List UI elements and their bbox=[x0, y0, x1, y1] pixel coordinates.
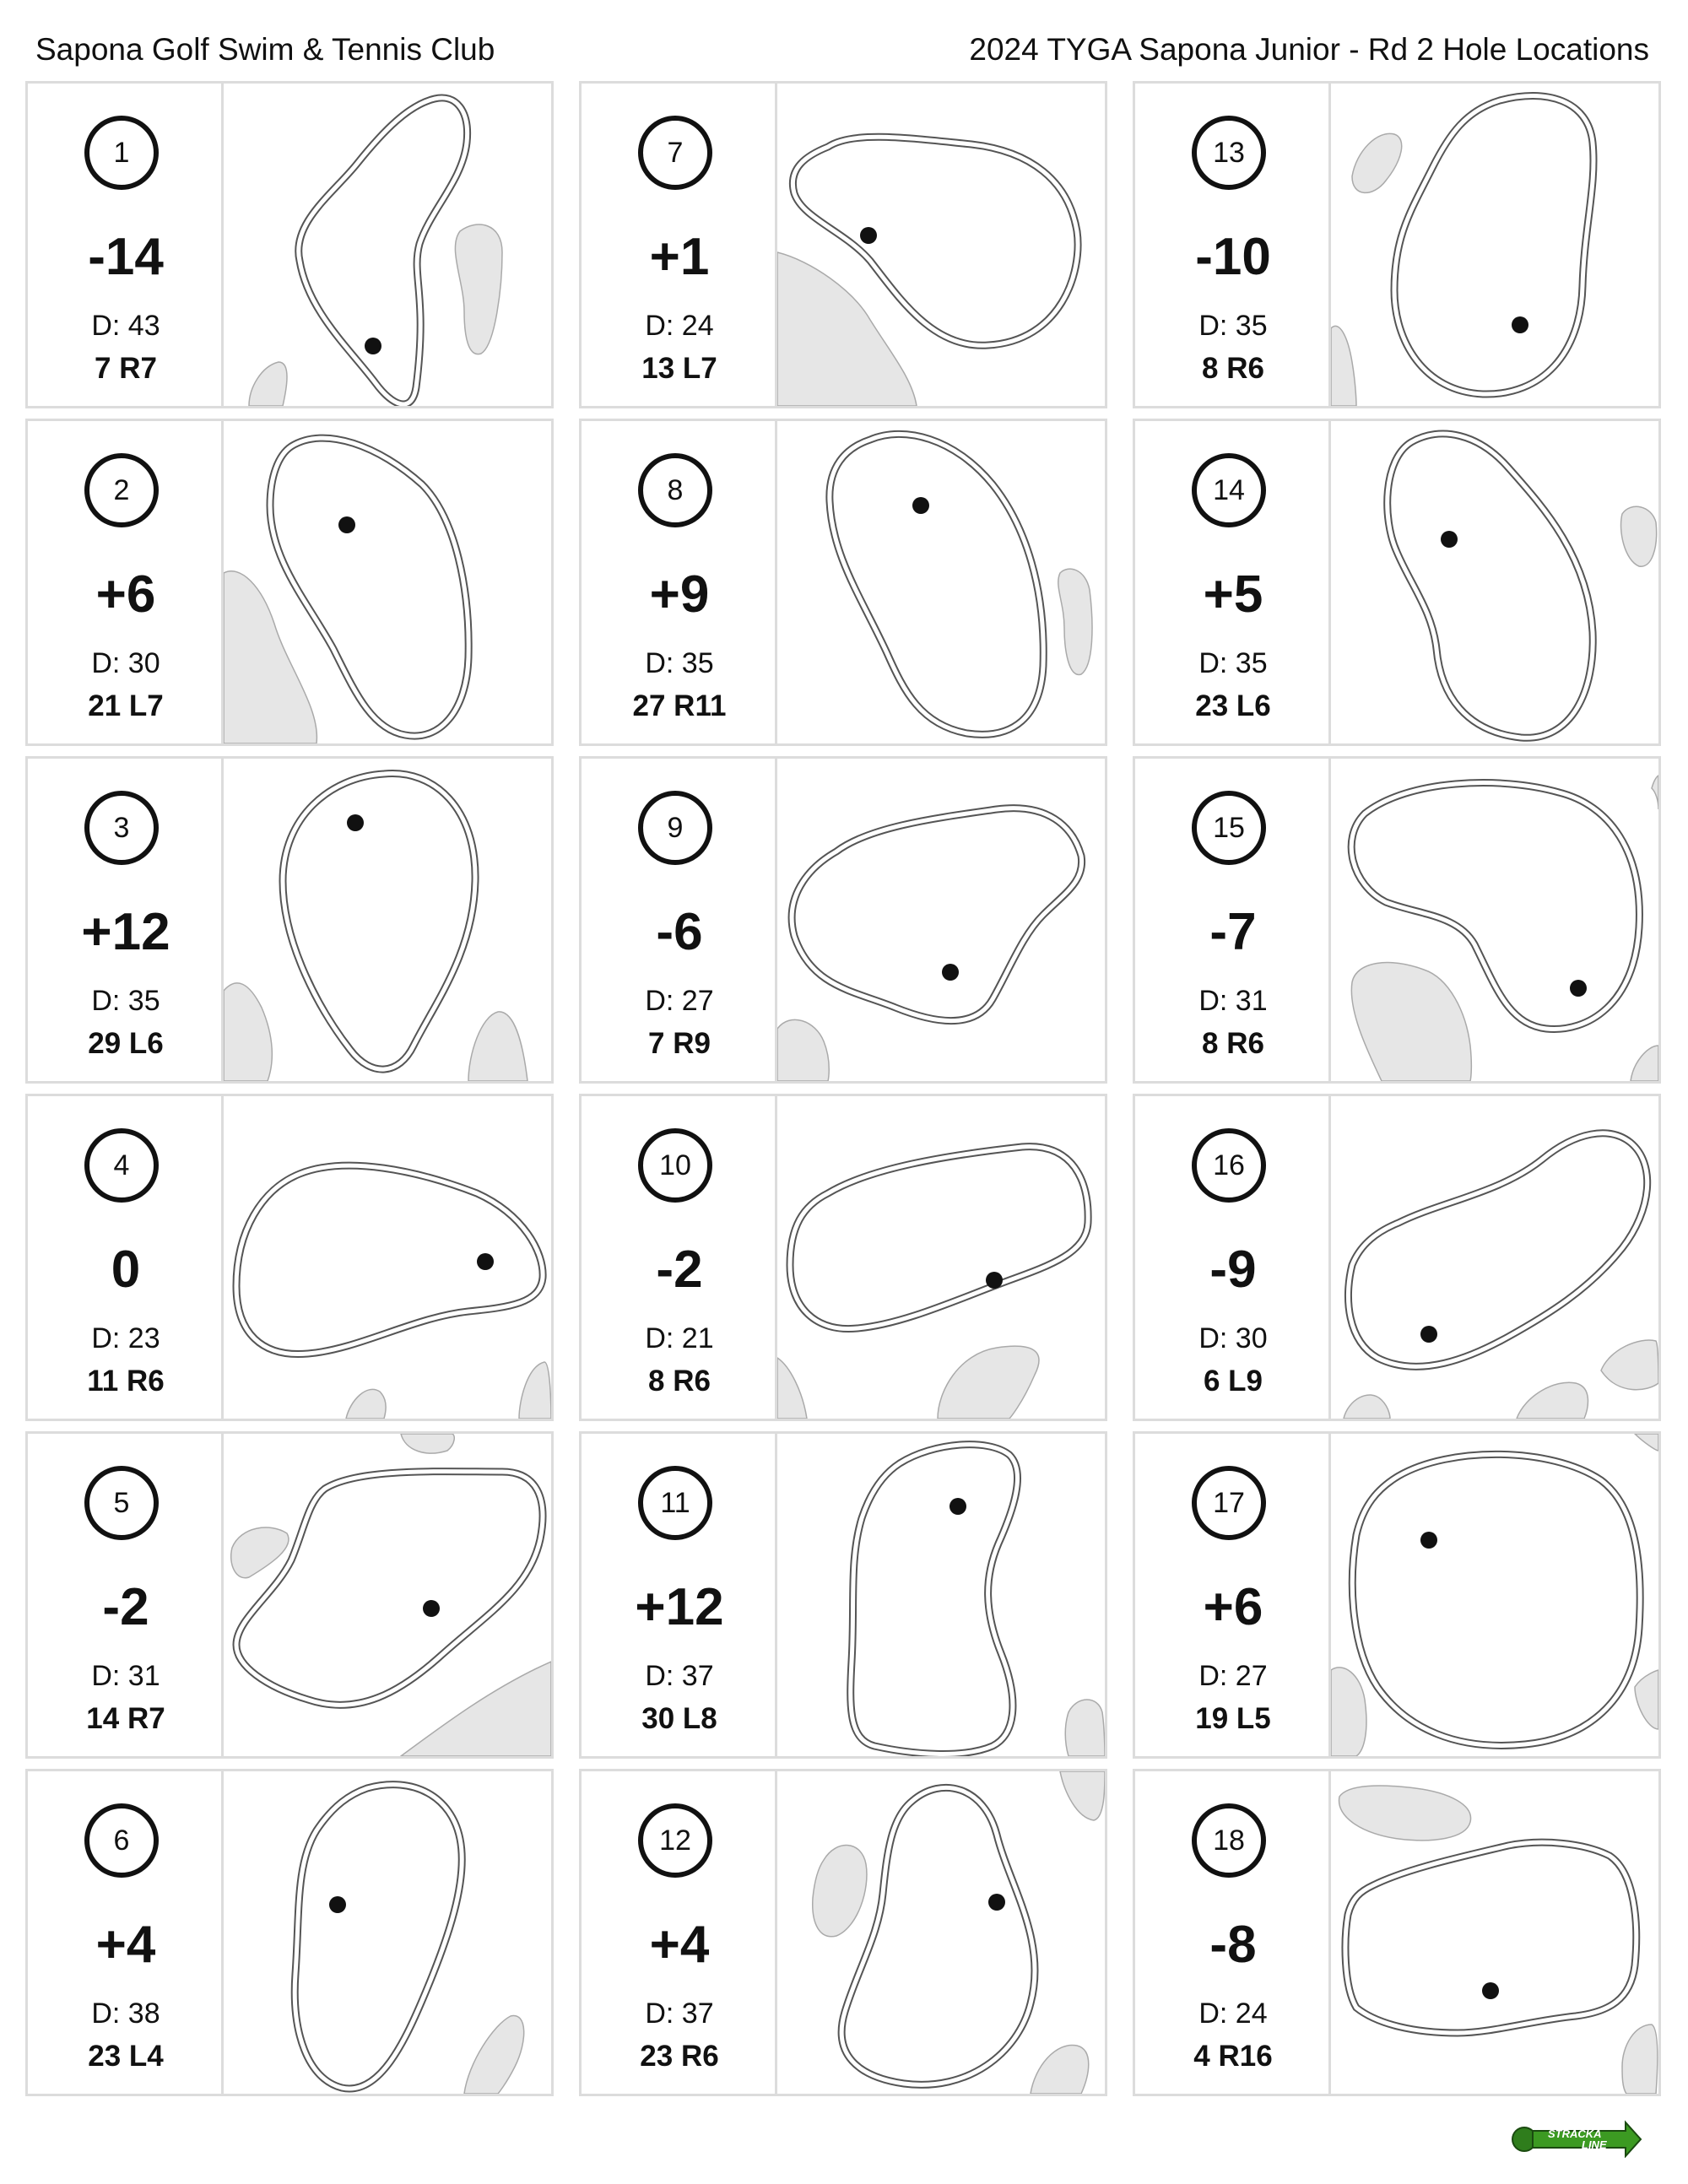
hole-card-1 bbox=[25, 81, 554, 408]
green-outline bbox=[790, 1147, 1088, 1329]
pin-location: 14 R7 bbox=[86, 1702, 165, 1735]
pin-marker bbox=[950, 1498, 966, 1515]
hole-score: -6 bbox=[656, 903, 703, 961]
green-diagram bbox=[224, 1771, 551, 2094]
hole-info bbox=[28, 1434, 224, 1756]
green-diagram bbox=[1331, 1771, 1658, 2094]
green-diagram bbox=[777, 759, 1105, 1081]
hole-score: +4 bbox=[95, 1916, 156, 1974]
hole-info bbox=[28, 421, 224, 743]
green-outline bbox=[830, 434, 1043, 734]
pin-location: 23 L4 bbox=[88, 2040, 164, 2073]
green-depth: D: 31 bbox=[91, 1660, 160, 1692]
bunker bbox=[813, 1846, 867, 1937]
hole-number-badge: 1 bbox=[84, 116, 159, 190]
green-outline bbox=[1345, 1842, 1637, 2033]
green-diagram bbox=[224, 759, 551, 1081]
hole-info bbox=[1135, 1096, 1331, 1419]
pin-marker bbox=[365, 338, 381, 354]
bunker bbox=[777, 1019, 829, 1081]
pin-location: 23 R6 bbox=[640, 2040, 719, 2073]
green-diagram bbox=[224, 84, 551, 406]
green-diagram bbox=[224, 1096, 551, 1419]
bunker bbox=[1631, 1046, 1658, 1081]
pin-location: 29 L6 bbox=[88, 1027, 164, 1060]
bunker bbox=[249, 362, 287, 406]
hole-info bbox=[582, 84, 777, 406]
green-diagram bbox=[777, 1434, 1105, 1756]
hole-number-badge: 10 bbox=[638, 1128, 712, 1203]
hole-card-14 bbox=[1133, 419, 1661, 746]
green-outline bbox=[236, 1472, 543, 1706]
green-outline bbox=[841, 1787, 1035, 2084]
hole-number-badge: 11 bbox=[638, 1466, 712, 1540]
green-diagram bbox=[224, 421, 551, 743]
hole-card-9 bbox=[579, 756, 1107, 1084]
hole-number-badge: 9 bbox=[638, 791, 712, 865]
pin-location: 11 R6 bbox=[87, 1365, 165, 1397]
hole-number-badge: 18 bbox=[1192, 1803, 1266, 1878]
green-depth: D: 30 bbox=[91, 647, 160, 679]
green-outline bbox=[792, 808, 1082, 1021]
bunker bbox=[1352, 133, 1402, 192]
bunker bbox=[938, 1346, 1039, 1419]
pin-marker bbox=[1420, 1532, 1437, 1549]
green-depth: D: 23 bbox=[91, 1322, 160, 1354]
pin-marker bbox=[338, 516, 355, 533]
hole-score: +12 bbox=[635, 1578, 724, 1636]
hole-info bbox=[1135, 84, 1331, 406]
bunker bbox=[346, 1389, 386, 1419]
hole-number-badge: 4 bbox=[84, 1128, 159, 1203]
pin-location: 30 L8 bbox=[641, 1702, 717, 1735]
green-diagram bbox=[224, 1434, 551, 1756]
hole-score: -8 bbox=[1209, 1916, 1257, 1974]
stracka-line-logo bbox=[1507, 2114, 1642, 2162]
bunker bbox=[231, 1527, 289, 1578]
hole-info bbox=[1135, 759, 1331, 1081]
hole-score: -2 bbox=[102, 1578, 149, 1636]
green-diagram bbox=[777, 84, 1105, 406]
green-diagram bbox=[777, 1096, 1105, 1419]
green-outline bbox=[1388, 434, 1593, 738]
green-outline bbox=[283, 773, 475, 1069]
hole-info bbox=[582, 1771, 777, 2094]
bunker bbox=[1060, 1771, 1105, 1820]
pin-location: 8 R6 bbox=[648, 1365, 711, 1397]
hole-info bbox=[1135, 1771, 1331, 2094]
green-diagram bbox=[777, 421, 1105, 743]
hole-card-15 bbox=[1133, 756, 1661, 1084]
pin-location: 23 L6 bbox=[1195, 689, 1271, 722]
pin-marker bbox=[860, 227, 877, 244]
hole-number-badge: 5 bbox=[84, 1466, 159, 1540]
bunker bbox=[224, 983, 272, 1081]
hole-info bbox=[582, 759, 777, 1081]
green-outline bbox=[1394, 95, 1593, 394]
pin-marker bbox=[942, 964, 959, 981]
pin-location: 8 R6 bbox=[1202, 1027, 1264, 1060]
pin-marker bbox=[1420, 1326, 1437, 1343]
green-diagram bbox=[1331, 1096, 1658, 1419]
hole-card-13 bbox=[1133, 81, 1661, 408]
pin-marker bbox=[477, 1253, 494, 1270]
hole-card-16 bbox=[1133, 1094, 1661, 1421]
hole-score: -2 bbox=[656, 1241, 703, 1299]
event-title: 2024 TYGA Sapona Junior - Rd 2 Hole Locations bbox=[969, 32, 1649, 67]
bunker bbox=[401, 1662, 551, 1756]
hole-number-badge: 7 bbox=[638, 116, 712, 190]
bunker bbox=[777, 1358, 807, 1419]
green-diagram bbox=[1331, 1434, 1658, 1756]
hole-number-badge: 15 bbox=[1192, 791, 1266, 865]
hole-score: +5 bbox=[1203, 565, 1263, 624]
green-outline bbox=[299, 98, 468, 404]
green-diagram bbox=[1331, 759, 1658, 1081]
green-diagram bbox=[1331, 421, 1658, 743]
green-diagram bbox=[777, 1771, 1105, 2094]
hole-score: +4 bbox=[649, 1916, 710, 1974]
hole-number-badge: 6 bbox=[84, 1803, 159, 1878]
hole-info bbox=[28, 1096, 224, 1419]
pin-marker bbox=[912, 497, 929, 514]
hole-score: -14 bbox=[88, 228, 164, 286]
hole-score: +9 bbox=[649, 565, 710, 624]
bunker bbox=[455, 224, 502, 354]
pin-location: 27 R11 bbox=[632, 689, 727, 722]
bunker bbox=[464, 2016, 524, 2094]
green-depth: D: 24 bbox=[645, 310, 714, 342]
green-outline bbox=[295, 1785, 462, 2089]
hole-info bbox=[582, 421, 777, 743]
hole-card-5 bbox=[25, 1431, 554, 1759]
pin-location: 13 L7 bbox=[641, 352, 717, 385]
pin-marker bbox=[423, 1600, 440, 1617]
green-depth: D: 37 bbox=[645, 1997, 714, 2030]
hole-number-badge: 3 bbox=[84, 791, 159, 865]
bunker bbox=[1601, 1340, 1658, 1390]
green-depth: D: 38 bbox=[91, 1997, 160, 2030]
hole-score: +6 bbox=[1203, 1578, 1263, 1636]
bunker bbox=[1031, 2045, 1089, 2094]
hole-card-12 bbox=[579, 1769, 1107, 2096]
pin-location: 8 R6 bbox=[1202, 352, 1264, 385]
pin-location: 6 L9 bbox=[1203, 1365, 1263, 1397]
green-outline bbox=[236, 1165, 543, 1354]
green-outline bbox=[1352, 1454, 1640, 1745]
bunker bbox=[1621, 506, 1657, 566]
green-depth: D: 21 bbox=[645, 1322, 714, 1354]
hole-card-6 bbox=[25, 1769, 554, 2096]
bunker bbox=[1331, 1668, 1366, 1756]
green-depth: D: 37 bbox=[645, 1660, 714, 1692]
hole-card-17 bbox=[1133, 1431, 1661, 1759]
pin-location: 7 R7 bbox=[95, 352, 157, 385]
hole-score: +6 bbox=[95, 565, 156, 624]
hole-number-badge: 8 bbox=[638, 453, 712, 527]
hole-card-3 bbox=[25, 756, 554, 1084]
hole-card-11 bbox=[579, 1431, 1107, 1759]
hole-number-badge: 14 bbox=[1192, 453, 1266, 527]
pin-marker bbox=[347, 814, 364, 831]
hole-card-4 bbox=[25, 1094, 554, 1421]
hole-card-10 bbox=[579, 1094, 1107, 1421]
pin-marker bbox=[329, 1896, 346, 1913]
club-name: Sapona Golf Swim & Tennis Club bbox=[35, 32, 495, 67]
hole-card-2 bbox=[25, 419, 554, 746]
hole-score: +12 bbox=[81, 903, 170, 961]
bunker bbox=[1635, 1434, 1658, 1451]
green-depth: D: 27 bbox=[645, 985, 714, 1017]
hole-number-badge: 16 bbox=[1192, 1128, 1266, 1203]
green-diagram bbox=[1331, 84, 1658, 406]
green-depth: D: 35 bbox=[1198, 647, 1268, 679]
hole-info bbox=[28, 84, 224, 406]
bunker bbox=[1331, 326, 1356, 406]
hole-card-8 bbox=[579, 419, 1107, 746]
hole-number-badge: 13 bbox=[1192, 116, 1266, 190]
pin-location: 7 R9 bbox=[648, 1027, 711, 1060]
hole-info bbox=[582, 1434, 777, 1756]
hole-info bbox=[582, 1096, 777, 1419]
green-depth: D: 35 bbox=[645, 647, 714, 679]
bunker bbox=[1517, 1382, 1588, 1419]
hole-number-badge: 12 bbox=[638, 1803, 712, 1878]
svg-text:LINE: LINE bbox=[1582, 2138, 1607, 2151]
pin-marker bbox=[1512, 316, 1528, 333]
green-depth: D: 35 bbox=[1198, 310, 1268, 342]
bunker bbox=[1635, 1670, 1658, 1729]
hole-score: 0 bbox=[111, 1241, 141, 1299]
bunker bbox=[1344, 1395, 1390, 1419]
bunker bbox=[777, 252, 917, 406]
bunker bbox=[519, 1362, 551, 1419]
hole-info bbox=[28, 759, 224, 1081]
green-depth: D: 30 bbox=[1198, 1322, 1268, 1354]
hole-score: -10 bbox=[1195, 228, 1271, 286]
bunker bbox=[1351, 963, 1471, 1081]
bunker bbox=[1652, 776, 1658, 809]
bunker bbox=[1339, 1786, 1471, 1841]
green-depth: D: 35 bbox=[91, 985, 160, 1017]
pin-marker bbox=[1441, 531, 1458, 548]
hole-info bbox=[28, 1771, 224, 2094]
hole-info bbox=[1135, 421, 1331, 743]
pin-marker bbox=[1570, 980, 1587, 997]
bunker bbox=[1065, 1700, 1105, 1756]
bunker bbox=[468, 1012, 528, 1081]
hole-card-7 bbox=[579, 81, 1107, 408]
hole-card-18 bbox=[1133, 1769, 1661, 2096]
bunker bbox=[1058, 569, 1092, 674]
green-depth: D: 43 bbox=[91, 310, 160, 342]
pin-location: 21 L7 bbox=[88, 689, 164, 722]
svg-text:STRACKA: STRACKA bbox=[1548, 2127, 1602, 2140]
green-depth: D: 27 bbox=[1198, 1660, 1268, 1692]
pin-marker bbox=[1482, 1982, 1499, 1999]
bunker bbox=[401, 1434, 454, 1453]
green-depth: D: 31 bbox=[1198, 985, 1268, 1017]
hole-number-badge: 17 bbox=[1192, 1466, 1266, 1540]
pin-marker bbox=[986, 1272, 1003, 1289]
hole-score: -9 bbox=[1209, 1241, 1257, 1299]
pin-marker bbox=[988, 1894, 1005, 1911]
green-depth: D: 24 bbox=[1198, 1997, 1268, 2030]
bunker bbox=[1622, 2025, 1658, 2094]
hole-number-badge: 2 bbox=[84, 453, 159, 527]
pin-location: 4 R16 bbox=[1193, 2040, 1273, 2073]
hole-info bbox=[1135, 1434, 1331, 1756]
green-outline bbox=[1348, 1133, 1647, 1367]
hole-score: +1 bbox=[649, 228, 710, 286]
hole-score: -7 bbox=[1209, 903, 1257, 961]
pin-location: 19 L5 bbox=[1195, 1702, 1271, 1735]
